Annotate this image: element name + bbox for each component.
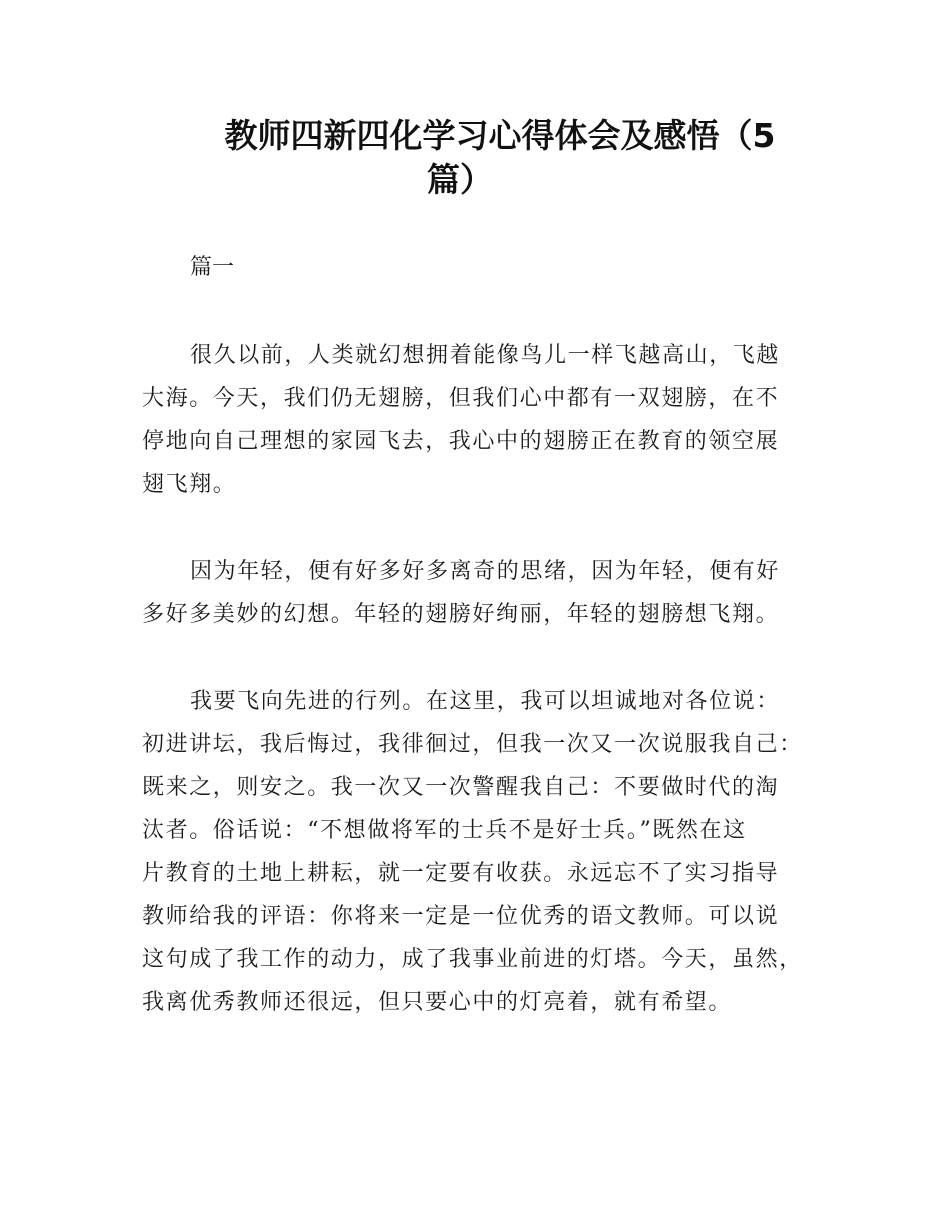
document-title-line-1: 教师四新四化学习心得体会及感悟（5 [224, 116, 776, 155]
document-title-line-2: 篇） [427, 160, 493, 199]
paragraph-1-line-3: 停地向自己理想的家园飞去，我心中的翅膀正在教育的领空展 [142, 429, 780, 454]
paragraph-3-line-4: 汰者。俗话说：“不想做将军的士兵不是好士兵。”既然在这 [142, 818, 747, 843]
paragraph-1-line-2: 大海。今天，我们仍无翅膀，但我们心中都有一双翅膀，在不 [142, 386, 780, 411]
paragraph-3-line-6: 教师给我的评语：你将来一定是一位优秀的语文教师。可以说 [142, 904, 780, 929]
paragraph-3-line-5: 片教育的土地上耕耘，就一定要有收获。永远忘不了实习指导 [142, 861, 780, 886]
paragraph-1-line-1: 很久以前，人类就幻想拥着能像鸟儿一样飞越高山，飞越 [190, 343, 781, 368]
paragraph-2-line-1: 因为年轻，便有好多好多离奇的思绪，因为年轻，便有好 [190, 559, 781, 584]
paragraph-3-line-8: 我离优秀教师还很远，但只要心中的灯亮着，就有希望。 [142, 990, 733, 1015]
paragraph-3-line-3: 既来之，则安之。我一次又一次警醒我自己：不要做时代的淘 [142, 775, 780, 800]
section-label: 篇一 [190, 255, 235, 280]
paragraph-3-line-2: 初进讲坛，我后悔过，我徘徊过，但我一次又一次说服我自己： [142, 732, 803, 757]
paragraph-3-line-1: 我要飞向先进的行列。在这里，我可以坦诚地对各位说： [190, 689, 781, 714]
paragraph-3-line-7: 这句成了我工作的动力，成了我事业前进的灯塔。今天，虽然， [142, 947, 803, 972]
paragraph-2-line-2: 多好多美妙的幻想。年轻的翅膀好绚丽，年轻的翅膀想飞翔。 [142, 602, 780, 627]
paragraph-1-line-4: 翅飞翔。 [142, 472, 237, 497]
